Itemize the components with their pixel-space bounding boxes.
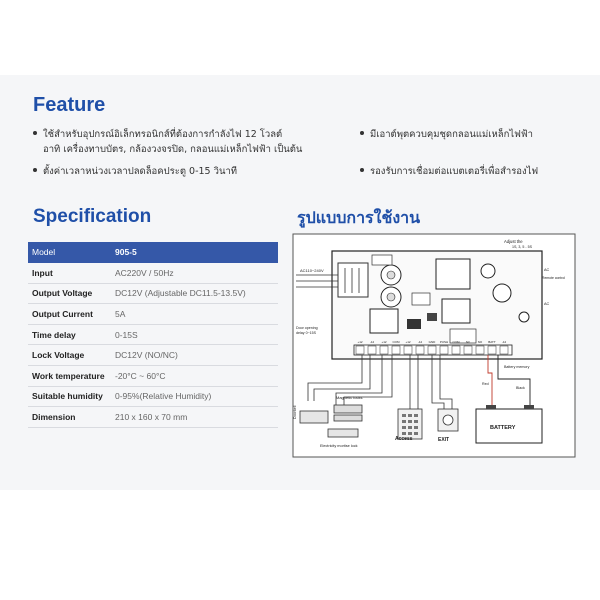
bullet-icon xyxy=(360,168,364,172)
capacitor xyxy=(493,284,511,302)
spec-row xyxy=(28,407,278,428)
adjust-values-label: 1S, 3, 5 - 5S xyxy=(512,245,532,249)
terminal-label: +12 xyxy=(405,340,411,344)
doorbell-label: Doorbell xyxy=(293,405,297,419)
terminal-screw xyxy=(464,346,472,354)
spec-row xyxy=(28,283,278,304)
black-wire-label: Black xyxy=(516,386,525,390)
mortise-lock-label: Electricity mortise lock xyxy=(320,444,358,448)
spec-row xyxy=(28,263,278,284)
mortise-lock-device xyxy=(328,429,358,437)
terminal-label: BATT xyxy=(488,340,496,344)
terminal-screw xyxy=(356,346,364,354)
battery-label: BATTERY xyxy=(490,425,516,431)
terminal-label: PUSH xyxy=(439,340,449,344)
spec-row xyxy=(28,324,278,345)
delay-label: delay 0~15S xyxy=(296,331,317,335)
terminal-label: +12 xyxy=(381,340,387,344)
access-label: Access xyxy=(395,436,413,442)
terminal-screw xyxy=(416,346,424,354)
spec-value: 0-95%(Relative Humidity) xyxy=(113,386,278,407)
spec-value: -20°C ~ 60°C xyxy=(113,366,278,387)
spec-key: Dimension xyxy=(28,407,113,428)
feature-bullet-3 xyxy=(33,164,237,179)
spec-value: DC12V (Adjustable DC11.5-13.5V) xyxy=(113,283,278,304)
battery-memory-label: Battery memory xyxy=(504,365,530,369)
capacitor xyxy=(481,264,495,278)
feature-bullet-1 xyxy=(33,127,302,157)
terminal-screw xyxy=(500,346,508,354)
terminal-label: -12 xyxy=(417,340,423,344)
spec-value: DC12V (NO/NC) xyxy=(113,345,278,366)
spec-key: Output Voltage xyxy=(28,283,113,304)
usage-heading: รูปแบบการใช้งาน xyxy=(297,208,421,227)
specification-heading: Specification xyxy=(33,206,152,227)
spec-row xyxy=(28,345,278,366)
spec-key: Time delay xyxy=(28,324,113,345)
terminal-label: GND xyxy=(428,340,436,344)
spec-key: Work temperature xyxy=(28,366,113,387)
relay xyxy=(370,309,398,333)
terminal-label: -12 xyxy=(369,340,375,344)
spec-value: 5A xyxy=(113,304,278,325)
feature-bullet-2-text: มีเอาต์พุตควบคุมชุดกลอนแม่เหล็กไฟฟ้า xyxy=(370,129,533,140)
ac-label: AC xyxy=(544,268,550,272)
ac-label-2: AC xyxy=(544,302,550,306)
spec-value: AC220V / 50Hz xyxy=(113,263,278,284)
terminal-screw xyxy=(440,346,448,354)
bullet-icon xyxy=(33,168,37,172)
feature-bullet-3-text: ตั้งค่าเวลาหน่วงเวลาปลดล็อคประตู 0-15 วินาที xyxy=(43,166,238,177)
wiring-diagram xyxy=(292,233,576,458)
spec-value: 210 x 160 x 70 mm xyxy=(113,407,278,428)
terminal-screw xyxy=(488,346,496,354)
magnetic-locks-label: Magnetic locks xyxy=(336,395,363,400)
door-opening-label: Door opening xyxy=(296,326,318,330)
spec-row xyxy=(28,304,278,325)
spec-key: Input xyxy=(28,263,113,284)
ac-input-label: AC110~240V xyxy=(300,268,324,273)
relay xyxy=(442,299,470,323)
spec-row xyxy=(28,366,278,387)
feature-bullet-1-line-1: ใช้สำหรับอุปกรณ์อิเล็กทรอนิกส์ที่ต้องการกำลังไฟ 12 โวลต์ xyxy=(43,129,283,140)
terminal-screw xyxy=(404,346,412,354)
terminal-label: +12 xyxy=(357,340,363,344)
relay xyxy=(436,259,470,289)
feature-bullet-1-line-2: อาทิ เครื่องทาบบัตร, กล้องวงจรปิด, กลอนแม่เหล็กไฟฟ้า เป็นต้น xyxy=(43,144,303,155)
spec-value: 0-15S xyxy=(113,324,278,345)
feature-bullet-2 xyxy=(360,127,533,142)
terminal-label: COM xyxy=(452,340,460,344)
exit-label: EXIT xyxy=(438,437,450,443)
spec-row xyxy=(28,386,278,407)
spec-header-row xyxy=(28,242,278,263)
spec-key: Lock Voltage xyxy=(28,345,113,366)
terminal-screw xyxy=(452,346,460,354)
feature-heading: Feature xyxy=(33,94,106,116)
spec-header-key: Model xyxy=(28,242,113,263)
magnetic-lock-device xyxy=(300,411,328,423)
ic-chip xyxy=(407,319,421,329)
feature-bullet-4 xyxy=(360,164,538,179)
input-terminal-block xyxy=(338,263,368,297)
bullet-icon xyxy=(360,131,364,135)
terminal-screw xyxy=(368,346,376,354)
spec-key: Output Current xyxy=(28,304,113,325)
spec-key: Suitable humidity xyxy=(28,386,113,407)
red-wire-label: Red xyxy=(482,382,489,386)
terminal-label: NO xyxy=(477,340,483,344)
terminal-label: -12 xyxy=(501,340,507,344)
specification-table xyxy=(28,242,278,428)
terminal-label: NC xyxy=(465,340,471,344)
remote-control-label: Remote control xyxy=(542,276,565,280)
capacitor xyxy=(519,312,529,322)
terminal-screw xyxy=(380,346,388,354)
spec-header-value: 905-5 xyxy=(113,242,278,263)
terminal-screw xyxy=(428,346,436,354)
adjust-label: Adjust the xyxy=(504,239,523,244)
terminal-screw xyxy=(392,346,400,354)
bullet-icon xyxy=(33,131,37,135)
terminal-screw xyxy=(476,346,484,354)
feature-bullet-4-text: รองรับการเชื่อมต่อแบตเตอรี่เพื่อสำรองไฟ xyxy=(370,166,539,177)
terminal-label: COM xyxy=(392,340,400,344)
